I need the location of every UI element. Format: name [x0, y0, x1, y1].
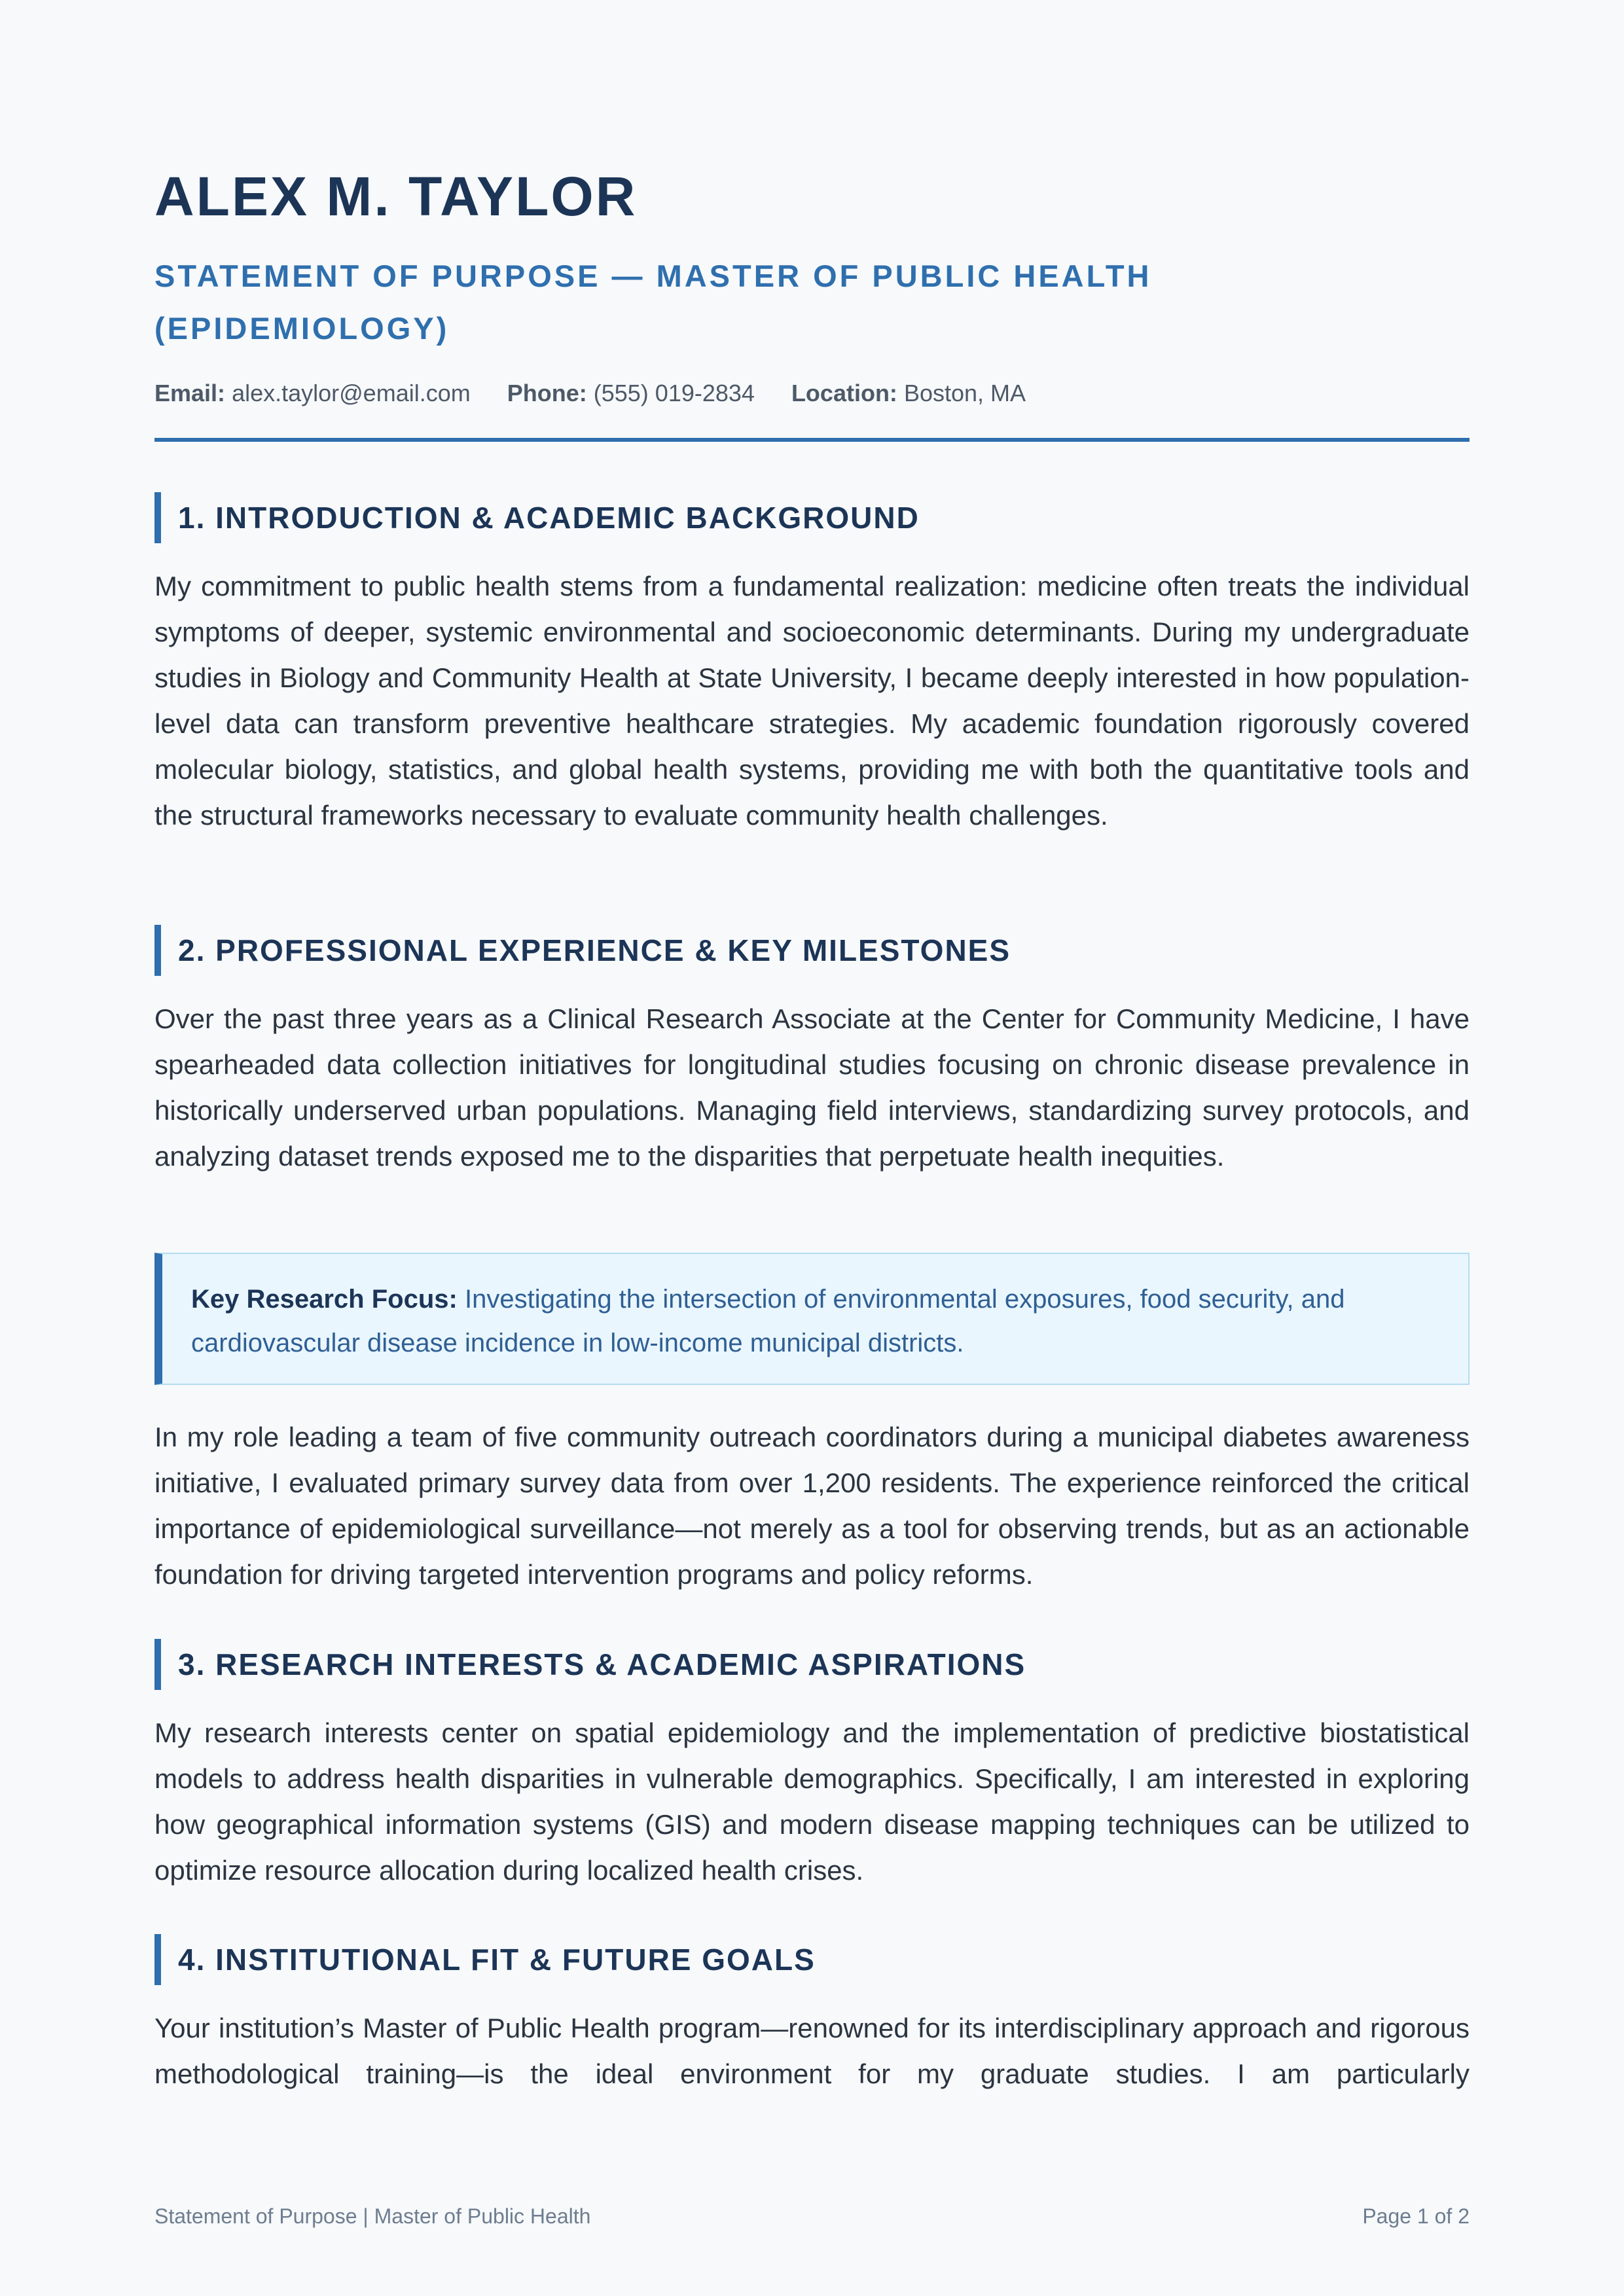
- document-subtitle: STATEMENT OF PURPOSE — MASTER OF PUBLIC HEALTH (EPIDEMIOLOGY): [154, 259, 1152, 346]
- applicant-name: ALEX M. TAYLOR: [154, 166, 638, 227]
- contact-line: [154, 380, 1026, 407]
- footer-title: Statement of Purpose | Master of Public Health: [154, 2204, 591, 2228]
- callout-text: Investigating the intersection of environmental exposures, food security, and cardiovascular disease incidence in low-income municipal districts.: [191, 1285, 1345, 1357]
- section-paragraph: My commitment to public health stems from a fundamental realization: medicine often treats the individual symptoms of deeper, systemic environmental and socioeconomic determinants. During my undergraduate studies in Biology and Community Health at State University, I became deeply interested in how population-level data can transform preventive healthcare strategies. My academic foundation rigorously covered molecular biology, statistics, and global health systems, providing me with both the quantitative tools and the structural frameworks necessary to evaluate community health challenges.: [154, 571, 1470, 831]
- section-paragraph: My research interests center on spatial epidemiology and the implementation of predictive biostatistical models to address health disparities in vulnerable demographics. Specifically, I am interested in exploring how geographical information systems (GIS) and modern disease mapping techniques can be utilized to optimize resource allocation during localized health crises.: [154, 1717, 1470, 1886]
- contact-location: [791, 380, 1026, 406]
- key-research-callout: [154, 1253, 1470, 1385]
- callout-label: Key Research Focus:: [191, 1285, 458, 1314]
- section-heading-introduction: 1. INTRODUCTION & ACADEMIC BACKGROUND: [154, 492, 1470, 543]
- contact-email: [154, 380, 471, 406]
- section-paragraph: In my role leading a team of five community outreach coordinators during a municipal diabetes awareness initiative, I evaluated primary survey data from over 1,200 residents. The experience reinforced the critical importance of epidemiological surveillance—not merely as a tool for observing trends, but as an actionable foundation for driving targeted intervention programs and policy reforms.: [154, 1422, 1470, 1590]
- email-value: alex.taylor@email.com: [232, 380, 471, 406]
- location-label: Location:: [791, 380, 897, 406]
- section-paragraph: Your institution’s Master of Public Health program—renowned for its interdisciplinary approach and rigorous methodological training—is the ideal environment for my graduate studies. I am particularly: [154, 2013, 1470, 2089]
- section-heading-research: 3. RESEARCH INTERESTS & ACADEMIC ASPIRATIONS: [154, 1639, 1470, 1690]
- section-paragraph: Over the past three years as a Clinical Research Associate at the Center for Community Medicine, I have spearheaded data collection initiatives for longitudinal studies focusing on chronic disease prevalence in historically underserved urban populations. Managing field interviews, standardizing survey protocols, and analyzing dataset trends exposed me to the disparities that perpetuate health inequities.: [154, 1003, 1470, 1172]
- phone-value: (555) 019-2834: [593, 380, 755, 406]
- email-label: Email:: [154, 380, 226, 406]
- section-heading-institutional-fit: 4. INSTITUTIONAL FIT & FUTURE GOALS: [154, 1934, 1470, 1985]
- contact-phone: [507, 380, 755, 406]
- header-divider: [154, 438, 1470, 442]
- page-number: Page 1 of 2: [1362, 2204, 1470, 2228]
- section-heading-experience: 2. PROFESSIONAL EXPERIENCE & KEY MILESTONES: [154, 925, 1470, 976]
- phone-label: Phone:: [507, 380, 587, 406]
- location-value: Boston, MA: [903, 380, 1026, 406]
